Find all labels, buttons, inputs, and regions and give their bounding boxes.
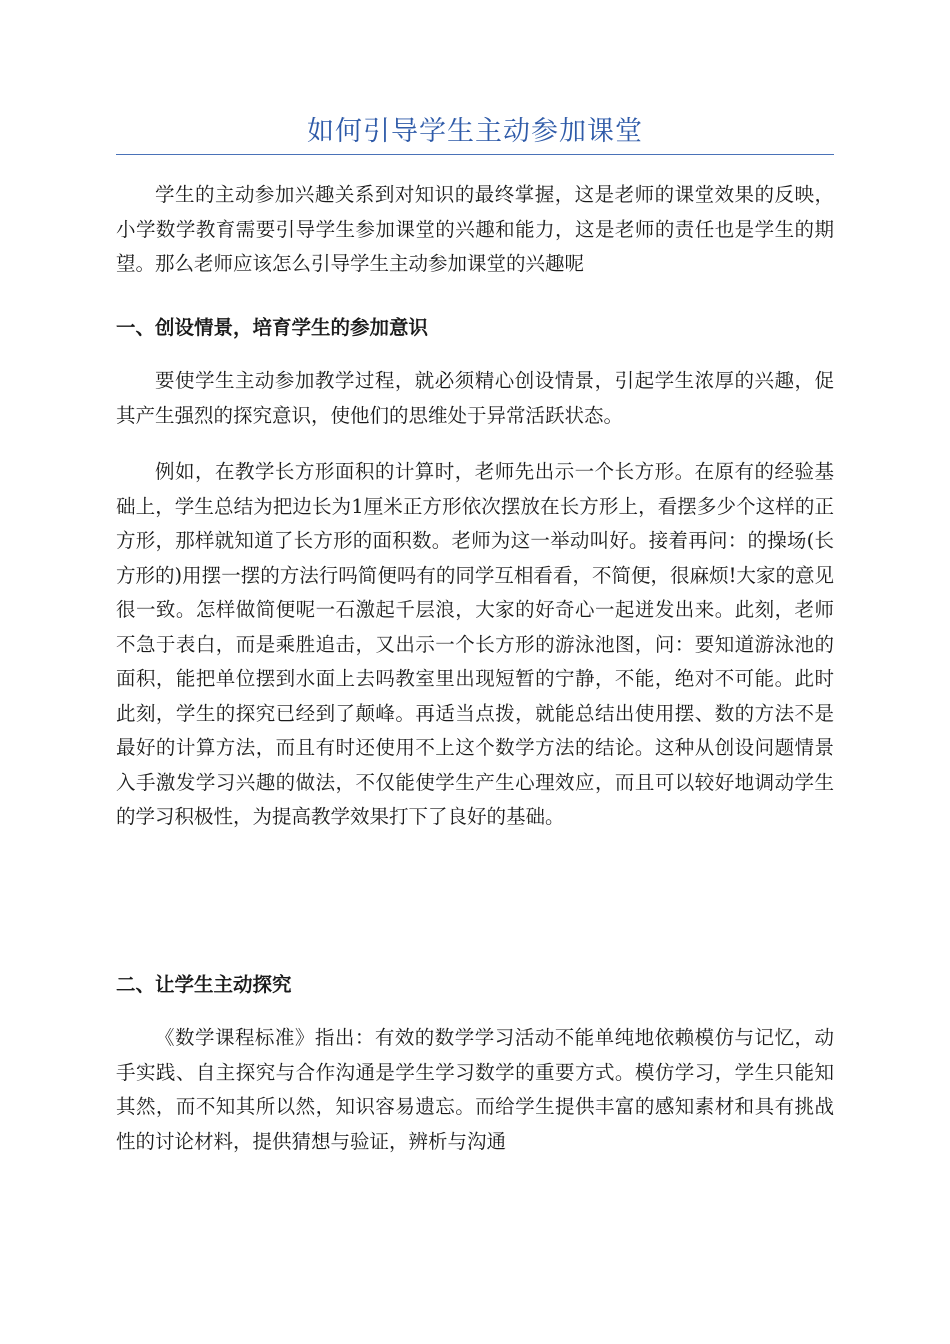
section-2-paragraph-1: 《数学课程标准》指出：有效的数学学习活动不能单纯地依赖模仿与记忆，动手实践、自主探究与合作沟通是学生学习数学的重要方式。模仿学习，学生只能知其然，而不知其所以然，知识容易遗忘。而给学生提供丰富的感知素材和具有挑战性的讨论材料，提供猜想与验证，辨析与沟通 (116, 1026, 834, 1153)
section-2-heading: 二、让学生主动探究 (116, 973, 292, 996)
section-1-paragraph-1: 要使学生主动参加教学过程，就必须精心创设情景，引起学生浓厚的兴趣，促其产生强烈的探究意识，使他们的思维处于异常活跃状态。 (116, 369, 834, 427)
document-title: 如何引导学生主动参加课堂 (307, 116, 643, 147)
section-1-heading: 一、创设情景，培育学生的参加意识 (116, 316, 429, 339)
section-1-paragraph-2: 例如，在教学长方形面积的计算时，老师先出示一个长方形。在原有的经验基础上，学生总结为把边长为1厘米正方形依次摆放在长方形上，看摆多少个这样的正方形，那样就知道了长方形的面积数。老师为这一举动叫好。接着再问：的操场(长方形的)用摆一摆的方法行吗简便吗有的同学互相看看，不简便，很麻烦!大家的意见很一致。怎样做简便呢一石激起千层浪，大家的好奇心一起迸发出来。此刻，老师不急于表白，而是乘胜追击，又出示一个长方形的游泳池图，问：要知道游泳池的面积，能把单位摆到水面上去吗教室里出现短暂的宁静，不能，绝对不可能。此时此刻，学生的探究已经到了颠峰。再适当点拨，就能总结出使用摆、数的方法不是最好的计算方法，而且有时还使用不上这个数学方法的结论。这种从创设问题情景入手激发学习兴趣的做法，不仅能使学生产生心理效应，而且可以较好地调动学生的学习积极性，为提高教学效果打下了良好的基础。 (116, 460, 834, 828)
intro-paragraph: 学生的主动参加兴趣关系到对知识的最终掌握，这是老师的课堂效果的反映，小学数学教育需要引导学生参加课堂的兴趣和能力，这是老师的责任也是学生的期望。那么老师应该怎么引导学生主动参加课堂的兴趣呢 (116, 183, 834, 275)
title-underline (116, 154, 834, 155)
